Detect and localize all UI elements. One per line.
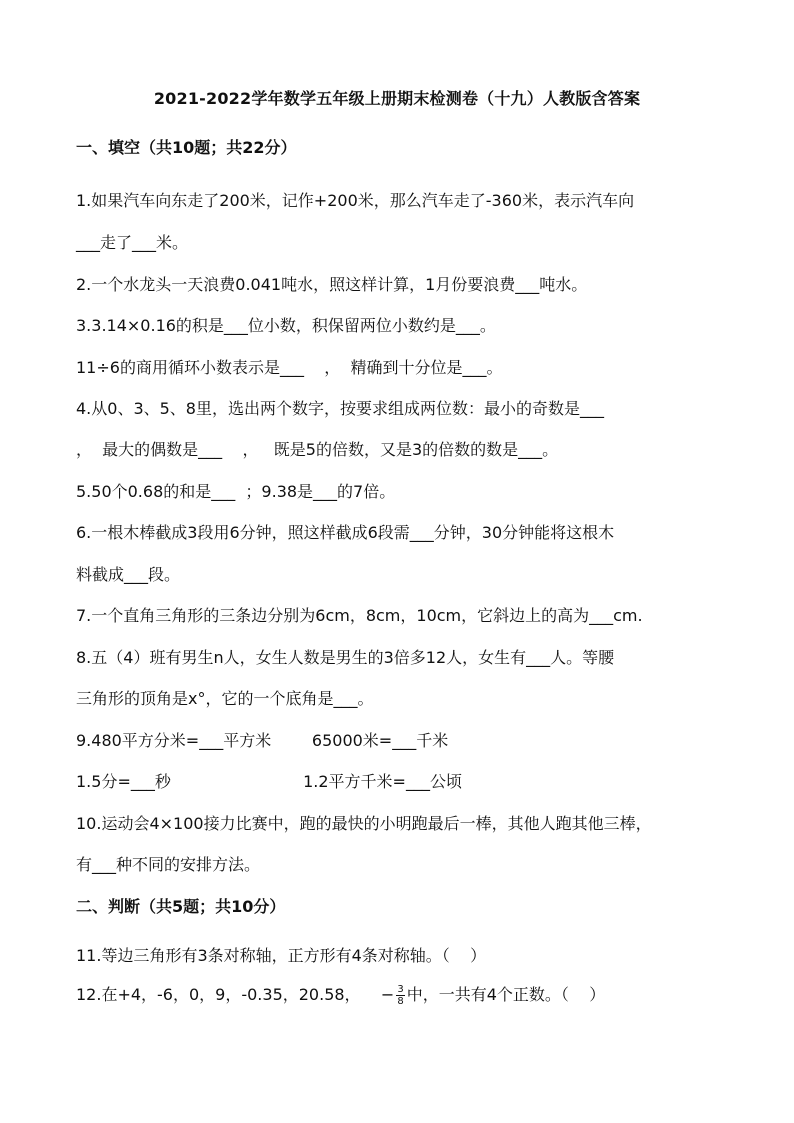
question-6-line-1: 6.一根木棒截成3段用6分钟，照这样截成6段需___分钟，30分钟能将这根木 [76, 523, 615, 542]
question-11: 11.等边三角形有3条对称轴，正方形有4条对称轴。（ ） [76, 946, 487, 965]
question-12-after: 中，一共有4个正数。（ ） [406, 985, 606, 1004]
question-9-line-1: 9.480平方分米=___平方米 65000米=___千米 [76, 731, 449, 750]
question-4-line-1: 4.从0、3、5、8里，选出两个数字，按要求组成两位数：最小的奇数是___ [76, 399, 604, 418]
question-6-line-2: 料截成___段。 [76, 565, 181, 584]
question-8-line-1: 8.五（4）班有男生n人，女生人数是男生的3倍多12人，女生有___人。等腰 [76, 648, 615, 667]
question-9-line-2: 1.5分=___秒 1.2平方千米=___公顷 [76, 772, 462, 791]
fraction [396, 984, 404, 1007]
question-3-line-1: 3.3.14×0.16的积是___位小数，积保留两位小数约是___。 [76, 316, 496, 335]
question-8-line-2: 三角形的顶角是x°，它的一个底角是___。 [76, 689, 374, 708]
question-2: 2.一个水龙头一天浪费0.041吨水，照这样计算，1月份要浪费___吨水。 [76, 275, 588, 294]
question-1-line-2: ___走了___米。 [76, 233, 189, 252]
question-4-line-2: ， 最大的偶数是___ ， 既是5的倍数，又是3的倍数的数是___。 [76, 440, 559, 459]
question-12 [76, 982, 605, 1007]
question-10-line-2: 有___种不同的安排方法。 [76, 855, 261, 874]
question-10-line-1: 10.运动会4×100接力比赛中，跑的最快的小明跑最后一棒，其他人跑其他三棒， [76, 814, 652, 833]
question-3-line-2: 11÷6的商用循环小数表示是___ ， 精确到十分位是___。 [76, 358, 503, 377]
question-12-before: 12.在+4，-6，0，9，-0.35，20.58， − [76, 985, 395, 1004]
document-title: 2021-2022学年数学五年级上册期末检测卷（十九）人教版含答案 [153, 89, 641, 108]
fraction-numerator: 3 [397, 984, 404, 995]
question-1-line-1: 1.如果汽车向东走了200米，记作+200米，那么汽车走了-360米，表示汽车向 [76, 191, 635, 210]
fraction-denominator: 8 [397, 996, 404, 1007]
section-heading-fill-in: 一、填空（共10题；共22分） [76, 138, 297, 157]
question-5: 5.50个0.68的和是___ ；9.38是___的7倍。 [76, 482, 396, 501]
section-heading-true-false: 二、判断（共5题；共10分） [76, 897, 286, 916]
question-7: 7.一个直角三角形的三条边分别为6cm，8cm，10cm，它斜边上的高为___cm. [76, 606, 643, 625]
